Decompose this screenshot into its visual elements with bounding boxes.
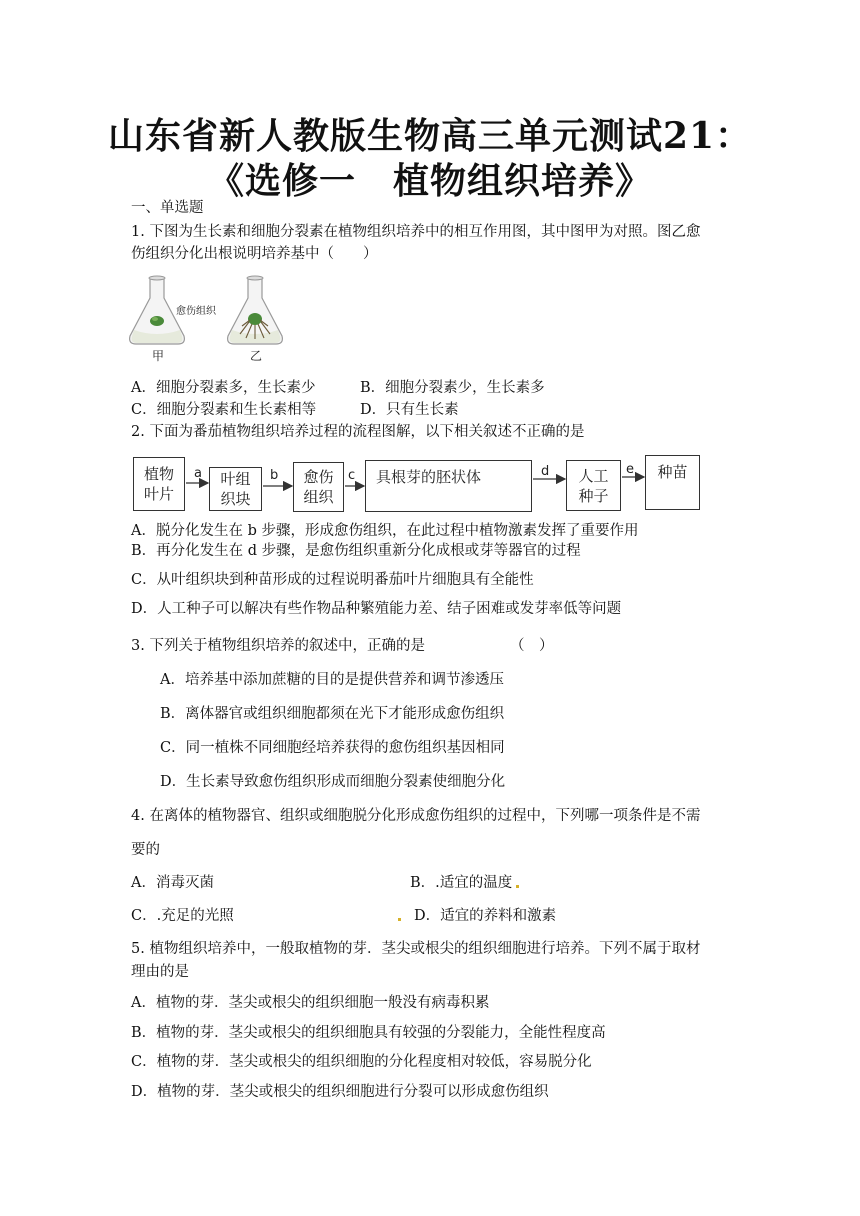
- flow-box-embryoid: 具根芽的胚状体: [365, 460, 532, 512]
- arrow-label-b: b: [270, 468, 279, 483]
- section-heading: 一、单选题: [131, 200, 204, 216]
- q2-option-c: C．从叶组织块到种苗形成的过程说明番茄叶片细胞具有全能性: [131, 572, 534, 588]
- q3-answer-paren: （ ）: [510, 638, 554, 654]
- q4-stem-line2: 要的: [131, 842, 160, 858]
- q3-option-b: B．离体器官或组织细胞都须在光下才能形成愈伤组织: [160, 706, 505, 722]
- q4-option-d: D．适宜的养料和激素: [414, 908, 557, 924]
- flow-arrows: [130, 455, 710, 515]
- q2-stem: 2. 下面为番茄植物组织培养过程的流程图解，以下相关叙述不正确的是: [131, 424, 585, 440]
- flask-label-b: 乙: [250, 349, 263, 363]
- q3-option-a: A．培养基中添加蔗糖的目的是提供营养和调节渗透压: [160, 672, 504, 688]
- arrow-label-e: e: [626, 462, 634, 477]
- q4-option-c: C．.充足的光照: [131, 908, 234, 924]
- decor-dot: [398, 918, 401, 921]
- q5-option-a: A．植物的芽．茎尖或根尖的组织细胞一般没有病毒积累: [131, 995, 490, 1011]
- q3-option-c: C．同一植株不同细胞经培养获得的愈伤组织基因相同: [160, 740, 505, 756]
- flask-b-icon: [228, 276, 283, 344]
- q3-option-d: D．生长素导致愈伤组织形成而细胞分裂素使细胞分化: [160, 774, 506, 790]
- flow-box-callus: 愈伤 组织: [293, 462, 344, 512]
- q5-option-c: C．植物的芽．茎尖或根尖的组织细胞的分化程度相对较低，容易脱分化: [131, 1054, 592, 1070]
- q3-stem: 3. 下列关于植物组织培养的叙述中，正确的是: [131, 638, 425, 654]
- q1-stem-line1: 1. 下图为生长素和细胞分裂素在植物组织培养中的相互作用图，其中图甲为对照。图乙愈: [131, 224, 701, 240]
- q4-option-a: A．消毒灭菌: [131, 875, 214, 891]
- q4-option-b: B．.适宜的温度: [410, 875, 513, 891]
- q1-option-d: D．只有生长素: [360, 402, 459, 418]
- q5-option-d: D．植物的芽．茎尖或根尖的组织细胞进行分裂可以形成愈伤组织: [131, 1084, 549, 1100]
- page-title-line1: 山东省新人教版生物高三单元测试21：: [107, 115, 753, 157]
- flask-label-a: 甲: [152, 349, 165, 363]
- flow-box-leaf: 植物 叶片: [133, 457, 185, 511]
- q1-option-b: B．细胞分裂素少，生长素多: [360, 380, 545, 396]
- q5-stem-line2: 理由的是: [131, 964, 189, 980]
- callus-label: 愈伤组织: [176, 306, 216, 317]
- flow-box-artificial-seed: 人工 种子: [566, 460, 621, 511]
- decor-dot: [516, 885, 519, 888]
- arrow-label-d: d: [541, 464, 550, 479]
- page-title-line2: 《选修一 植物组织培养》: [207, 160, 652, 202]
- q1-option-c: C．细胞分裂素和生长素相等: [131, 402, 317, 418]
- arrow-label-a: a: [194, 466, 202, 481]
- q1-option-a: A．细胞分裂素多，生长素少: [131, 380, 316, 396]
- q5-option-b: B．植物的芽．茎尖或根尖的组织细胞具有较强的分裂能力，全能性程度高: [131, 1025, 606, 1041]
- q5-stem-line1: 5. 植物组织培养中，一般取植物的芽．茎尖或根尖的组织细胞进行培养。下列不属于取材: [131, 941, 701, 957]
- q4-stem-line1: 4. 在离体的植物器官、组织或细胞脱分化形成愈伤组织的过程中，下列哪一项条件是不需: [131, 808, 701, 824]
- q2-option-b: B．再分化发生在 d 步骤，是愈伤组织重新分化成根或芽等器官的过程: [131, 543, 581, 559]
- arrow-label-c: c: [348, 468, 356, 483]
- flow-box-tissue-block: 叶组 织块: [209, 467, 262, 511]
- flow-box-seedling: 种苗: [645, 455, 700, 510]
- q2-option-d: D．人工种子可以解决有些作物品种繁殖能力差、结子困难或发芽率低等问题: [131, 601, 622, 617]
- q2-option-a: A．脱分化发生在 b 步骤，形成愈伤组织，在此过程中植物激素发挥了重要作用: [131, 523, 639, 539]
- q1-stem-line2: 伤组织分化出根说明培养基中（ ）: [131, 246, 378, 262]
